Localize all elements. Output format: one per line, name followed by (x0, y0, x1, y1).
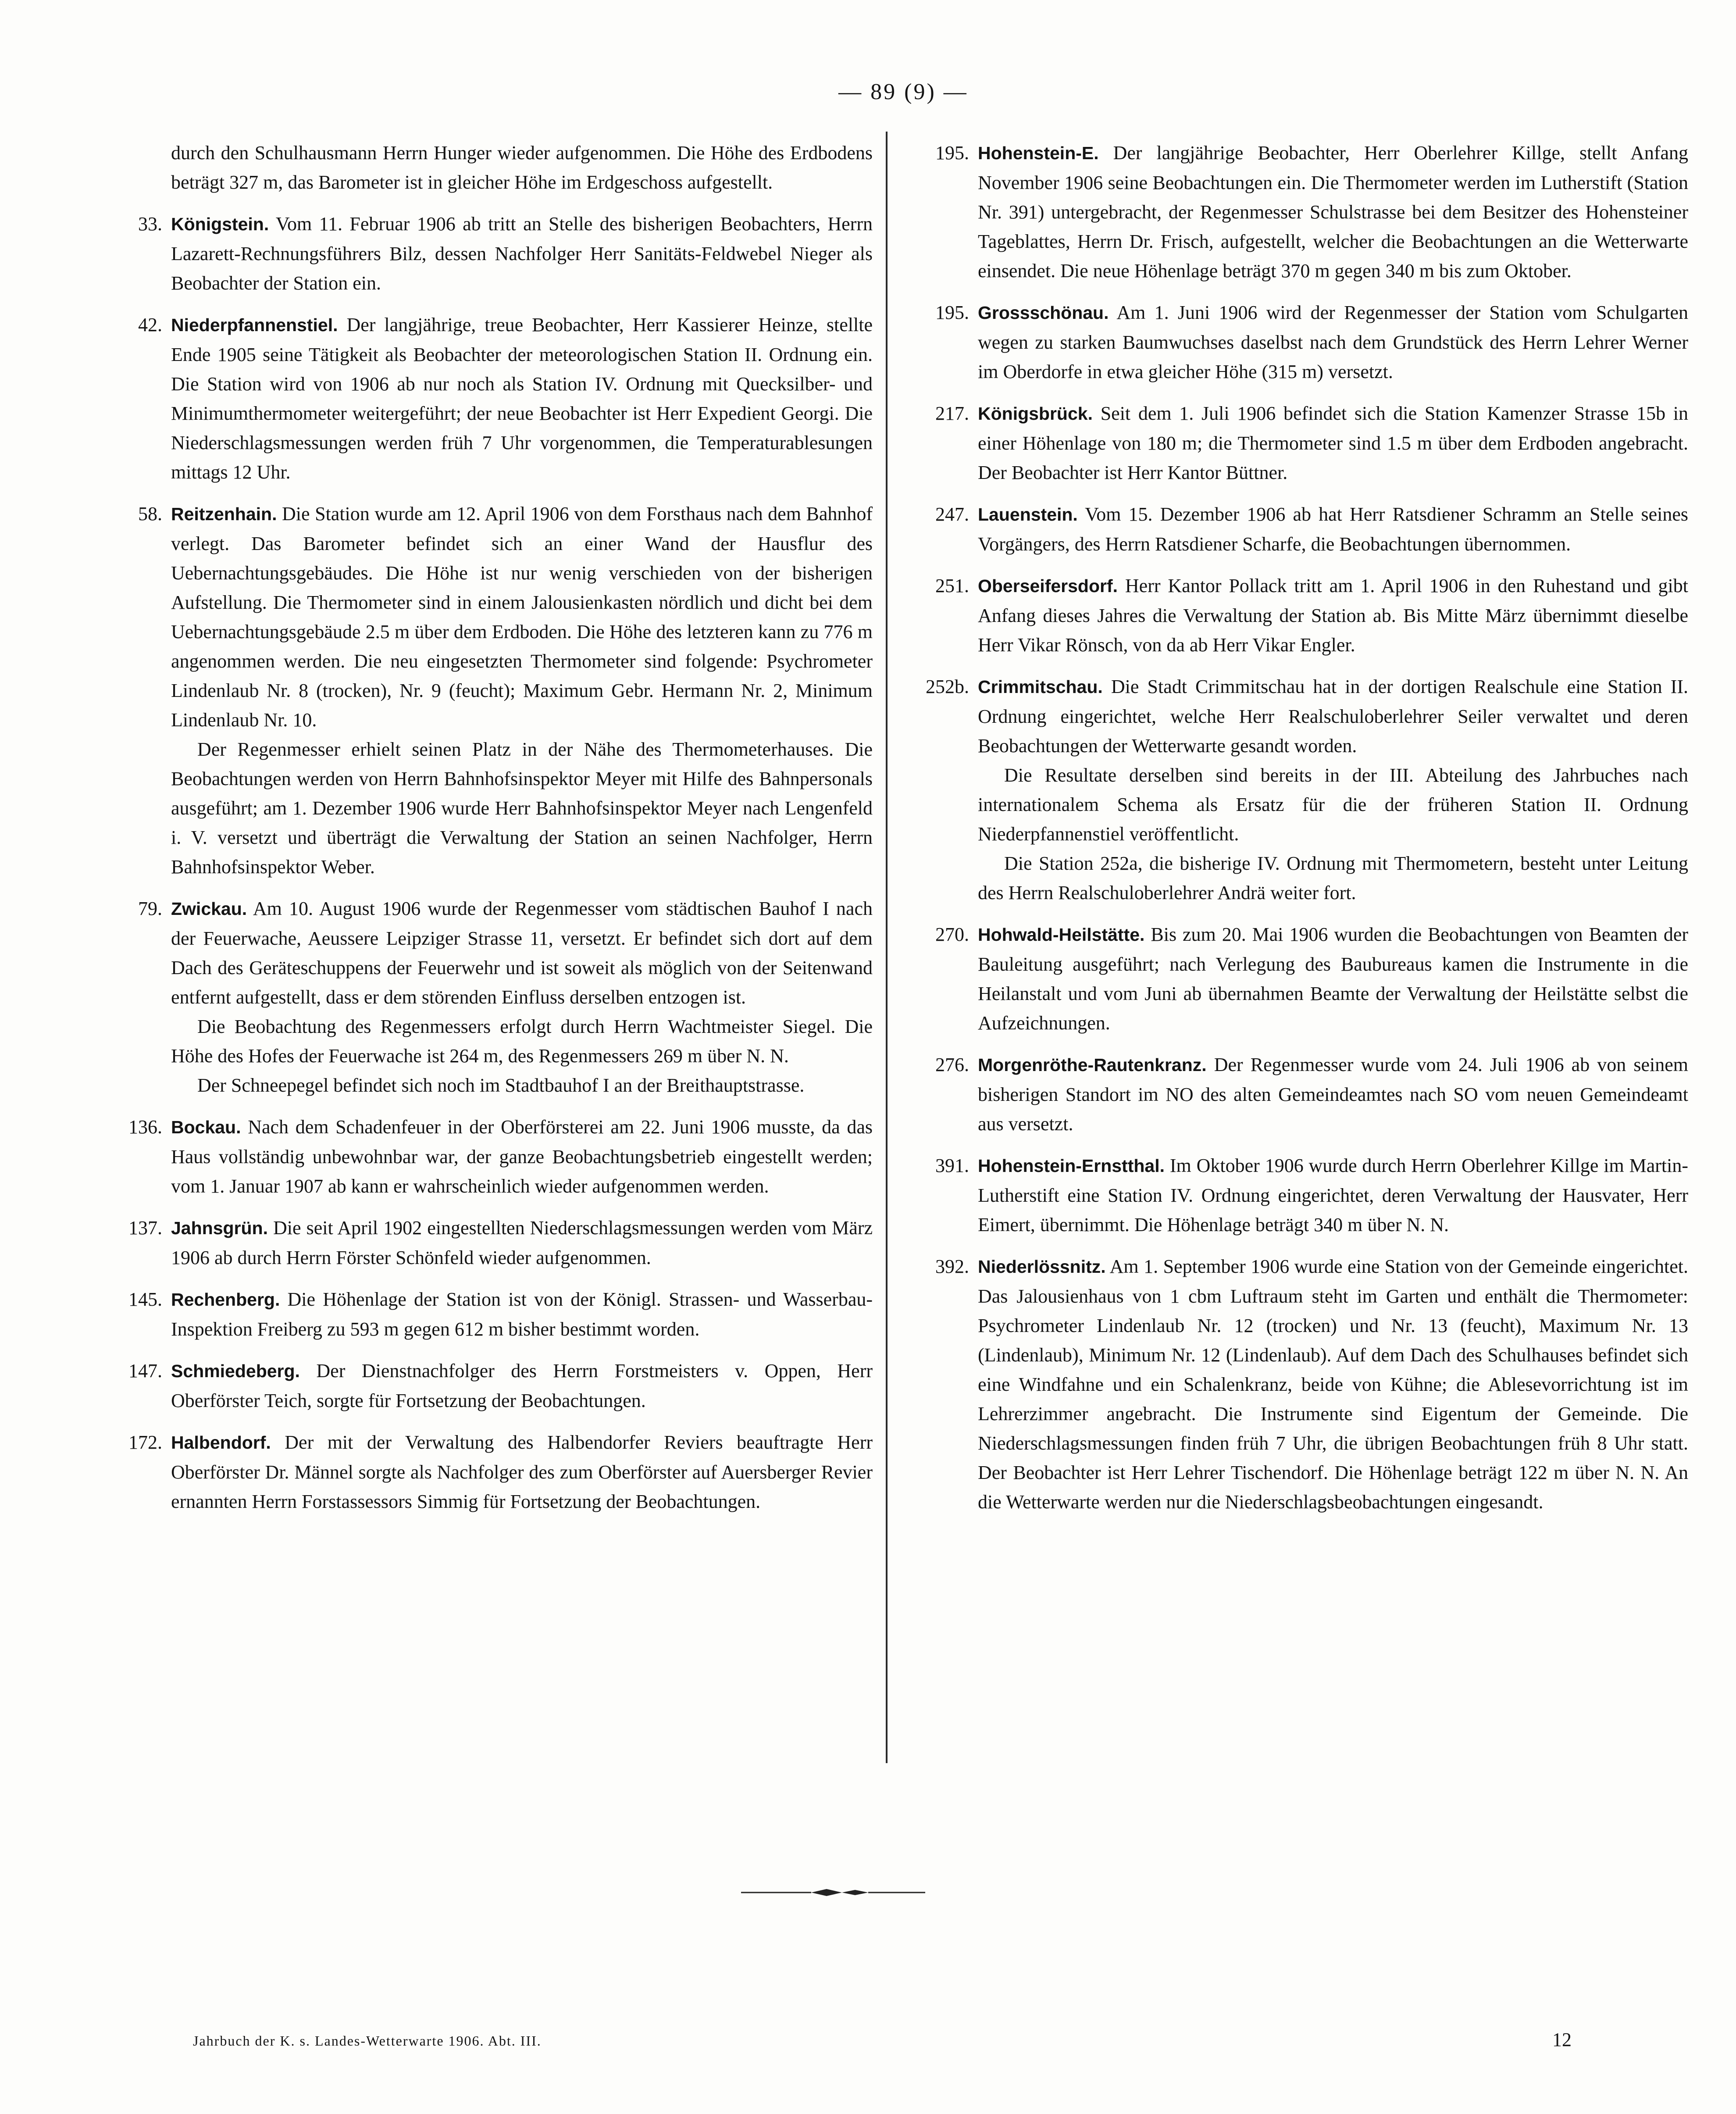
station-body (978, 399, 1688, 487)
station-name: Bockau. (171, 1117, 241, 1137)
station-name: Hohenstein-Ernstthal. (978, 1156, 1165, 1176)
paragraph-text: Die Höhenlage der Station ist von der Königl. Strassen- und Wasserbau-Inspektion Freiberg zu 593 m gegen 612 m bisher bestimmt worden. (171, 1289, 873, 1340)
station-name: Niederpfannenstiel. (171, 315, 338, 335)
entry-paragraph (171, 499, 873, 735)
entry-paragraph (978, 1252, 1688, 1517)
station-entry (908, 138, 1688, 286)
station-entry (101, 894, 873, 1100)
station-body (978, 571, 1688, 660)
station-number: 270. (935, 924, 969, 945)
station-body (978, 1151, 1688, 1239)
station-body (978, 138, 1688, 286)
section-end-ornament (741, 1886, 925, 1899)
station-entry (101, 1428, 873, 1516)
paragraph-text: Die Beobachtung des Regenmessers erfolgt durch Herrn Wachtmeister Siegel. Die Höhe des Hofes der Feuerwache ist 264 m, des Regenmessers 269 m über N. N. (171, 1016, 873, 1067)
station-name: Schmiedeberg. (171, 1361, 300, 1381)
station-body (171, 894, 873, 1100)
entry-paragraph (978, 399, 1688, 487)
station-body (171, 209, 873, 298)
station-number (101, 138, 171, 197)
station-body (171, 1112, 873, 1201)
station-entry (908, 500, 1688, 559)
station-name: Jahnsgrün. (171, 1218, 268, 1238)
station-entry (101, 1356, 873, 1415)
station-name: Königsbrück. (978, 404, 1093, 424)
station-name: Rechenberg. (171, 1289, 280, 1310)
paragraph-text: Die seit April 1902 eingestellten Niederschlagsmessungen werden vom März 1906 ab durch Herrn Förster Schönfeld wieder aufgenommen. (171, 1217, 873, 1268)
paragraph-text: Der Regenmesser erhielt seinen Platz in der Nähe des Thermometerhauses. Die Beobachtungen werden von Herrn Bahnhofsinspektor Meyer mit Hilfe des Bahnpersonals ausgeführt; am 1. Dezember 1906 wurde Herr Bahnhofsinspektor Meyer nach Lengenfeld i. V. versetzt und überträgt die Verwaltung der Station an seinen Nachfolger, Herrn Bahnhofsinspektor Weber. (171, 739, 873, 878)
station-entry (101, 310, 873, 487)
station-number: 137. (128, 1217, 162, 1239)
entry-paragraph (978, 849, 1688, 907)
station-name: Halbendorf. (171, 1432, 271, 1453)
station-name: Königstein. (171, 214, 269, 234)
paragraph-text: Der Dienstnachfolger des Herrn Forstmeisters v. Oppen, Herr Oberförster Teich, sorgte für Fortsetzung der Beobachtungen. (171, 1360, 873, 1411)
station-number: 251. (935, 575, 969, 596)
paragraph-text: Die Stadt Crimmitschau hat in der dortigen Realschule eine Station II. Ordnung eingerichtet, welche Herr Realschuloberlehrer Seiler verwaltet und deren Beobachtungen der Wetterwarte gesandt worden. (978, 676, 1689, 757)
station-entry (101, 1285, 873, 1344)
station-entry (908, 920, 1688, 1038)
paragraph-text: Nach dem Schadenfeuer in der Oberförsterei am 22. Juni 1906 musste, da das Haus vollständig unbewohnbar war, der ganze Beobachtungsbetrieb eingestellt werden; vom 1. Januar 1907 ab kann er wahrscheinlich wieder aufgenommen werden. (171, 1116, 873, 1197)
station-name: Hohenstein-E. (978, 143, 1099, 163)
entry-paragraph (978, 920, 1688, 1038)
station-body (978, 500, 1688, 559)
paragraph-text: Der langjährige Beobachter, Herr Oberlehrer Killge, stellt Anfang November 1906 seine Beobachtungen ein. Die Thermometer werden im Lutherstift (Station Nr. 391) untergebracht, der Regenmesser Schulstrasse bei dem Besitzer des Hohensteiner Tageblattes, Herrn Dr. Frisch, aufgestellt, welcher die Beobachtungen an die Wetterwarte einsendet. Die neue Höhenlage beträgt 370 m gegen 340 m bis zum Oktober. (978, 142, 1688, 282)
paragraph-text: Herr Kantor Pollack tritt am 1. April 1906 in den Ruhestand und gibt Anfang dieses Jahres die Verwaltung der Station ab. Bis Mitte März übernimmt dieselbe Herr Vikar Rönsch, von da ab Herr Vikar Engler. (978, 575, 1689, 656)
station-body (978, 298, 1688, 386)
station-number: 145. (128, 1289, 162, 1310)
paragraph-text: Die Station 252a, die bisherige IV. Ordnung mit Thermometern, besteht unter Leitung des Herrn Realschuloberlehrer Andrä weiter fort. (978, 853, 1688, 903)
paragraph-text: Der Schneepegel befindet sich noch im Stadtbauhof I an der Breithauptstrasse. (197, 1075, 805, 1096)
entry-paragraph (978, 1050, 1688, 1139)
station-number: 172. (128, 1432, 162, 1453)
entry-paragraph (171, 1428, 873, 1516)
footer-page-number: 12 (1552, 2029, 1572, 2050)
entry-paragraph (171, 894, 873, 1012)
station-entry (101, 1213, 873, 1272)
station-body (171, 1285, 873, 1344)
entry-paragraph (171, 1012, 873, 1071)
station-name: Oberseifersdorf. (978, 576, 1118, 596)
right-column (908, 138, 1688, 1529)
station-entry (908, 1050, 1688, 1139)
station-number: 195. (935, 142, 969, 164)
station-name: Hohwald-Heilstätte. (978, 925, 1145, 945)
station-body (978, 1252, 1688, 1517)
station-name: Niederlössnitz. (978, 1257, 1106, 1277)
entry-paragraph (171, 310, 873, 487)
paragraph-text: Am 1. Juni 1906 wird der Regenmesser der Station vom Schulgarten wegen zu starken Baumwuchses daselbst nach dem Grundstück des Herrn Lehrer Werner im Oberdorfe in etwa gleicher Höhe (315 m) versetzt. (978, 302, 1688, 382)
station-body (171, 1428, 873, 1516)
station-name: Reitzenhain. (171, 504, 277, 524)
station-entry (101, 499, 873, 882)
station-body (978, 1050, 1688, 1139)
station-number: 252b. (926, 676, 969, 697)
station-body (978, 920, 1688, 1038)
entry-paragraph (978, 500, 1688, 559)
station-entry (908, 399, 1688, 487)
station-number: 391. (935, 1155, 969, 1176)
station-name: Zwickau. (171, 899, 247, 919)
station-entry (908, 672, 1688, 907)
entry-paragraph (978, 761, 1688, 849)
station-entry (101, 138, 873, 197)
entry-paragraph (978, 138, 1688, 286)
paragraph-text: Die Station wurde am 12. April 1906 von dem Forsthaus nach dem Bahnhof verlegt. Das Barometer befindet sich an einer Wand der Hausflur des Uebernachtungsgebäudes. Die Höhe ist nur wenig verschieden von der bisherigen Aufstellung. Die Thermometer sind in einem Jalousienkasten nördlich und dicht bei dem Uebernachtungsgebäude 2.5 m über dem Erdboden. Die Höhe des letzteren kann zu 776 m angenommen werden. Die neu eingesetzten Thermometer sind folgende: Psychrometer Lindenlaub Nr. 8 (trocken), Nr. 9 (feucht); Maximum Gebr. Hermann Nr. 2, Minimum Lindenlaub Nr. 10. (171, 503, 873, 731)
paragraph-text: Der langjährige, treue Beobachter, Herr Kassierer Heinze, stellte Ende 1905 seine Tätigkeit als Beobachter der meteorologischen Station II. Ordnung ein. Die Station wird von 1906 ab nur noch als Station IV. Ordnung mit Quecksilber- und Minimumthermometer weitergeführt; der neue Beobachter ist Herr Expedient Georgi. Die Niederschlagsmessungen werden früh 7 Uhr vorgenommen, die Temperaturablesungen mittags 12 Uhr. (171, 314, 873, 483)
paragraph-text: Der mit der Verwaltung des Halbendorfer Reviers beauftragte Herr Oberförster Dr. Männel sorgte als Nachfolger des zum Oberförster auf Auersberger Revier ernannten Herrn Forstassessors Simmig für Fortsetzung der Beobachtungen. (171, 1432, 873, 1512)
entry-paragraph (171, 1071, 873, 1100)
entry-paragraph (171, 735, 873, 882)
station-number: 136. (128, 1116, 162, 1138)
entry-paragraph (171, 1112, 873, 1201)
left-column (101, 138, 873, 1528)
entry-paragraph (978, 672, 1688, 761)
station-number: 247. (935, 504, 969, 525)
station-body (171, 310, 873, 487)
paragraph-text: Seit dem 1. Juli 1906 befindet sich die Station Kamenzer Strasse 15b in einer Höhenlage von 180 m; die Thermometer sind 1.5 m über dem Erdboden angebracht. Der Beobachter ist Herr Kantor Büttner. (978, 403, 1688, 483)
paragraph-text: Im Oktober 1906 wurde durch Herrn Oberlehrer Killge im Martin-Lutherstift eine Station IV. Ordnung eingerichtet, deren Verwaltung der Hausvater, Herr Eimert, übernimmt. Die Höhenlage beträgt 340 m über N. N. (978, 1155, 1689, 1236)
station-body (978, 672, 1688, 907)
entry-paragraph (978, 571, 1688, 660)
footer-publication: Jahrbuch der K. s. Landes-Wetterwarte 1906. Abt. III. (193, 2033, 542, 2049)
station-name: Lauenstein. (978, 504, 1078, 525)
entry-paragraph (171, 209, 873, 298)
entry-paragraph (978, 298, 1688, 386)
station-number: 276. (935, 1054, 969, 1075)
station-number: 58. (138, 503, 162, 525)
paragraph-text: Der Regenmesser wurde vom 24. Juli 1906 ab von seinem bisherigen Standort im NO des alten Gemeindeamtes nach SO vom neuen Gemeindeamt aus versetzt. (978, 1054, 1688, 1135)
station-entry (908, 1252, 1688, 1517)
station-body (171, 1356, 873, 1415)
station-body (171, 499, 873, 882)
station-body (171, 138, 873, 197)
station-number: 217. (935, 403, 969, 424)
paragraph-text: Am 1. September 1906 wurde eine Station von der Gemeinde eingerichtet. Das Jalousienhaus von 1 cbm Luftraum steht im Garten und enthält die Thermometer: Psychrometer Lindenlaub Nr. 12 (trocken) und Nr. 13 (feucht), Maximum Nr. 13 (Lindenlaub), Minimum Nr. 12 (Lindenlaub). Auf dem Dach des Schulhauses befindet sich eine Windfahne und ein Schalenkranz, beide von Kühne; die Ablesevorrichtung ist im Lehrerzimmer angebracht. Die Instrumente sind Eigentum der Gemeinde. Die Niederschlagsmessungen finden früh 7 Uhr, die übrigen Beobachtungen früh 8 Uhr statt. Der Beobachter ist Herr Lehrer Tischendorf. Die Höhenlage beträgt 122 m über N. N. An die Wetterwarte werden nur die Niederschlagsbeobachtungen eingesandt. (978, 1256, 1688, 1513)
station-entry (908, 1151, 1688, 1239)
column-divider (886, 132, 888, 1763)
station-number: 33. (138, 213, 162, 235)
station-body (171, 1213, 873, 1272)
station-entry (101, 209, 873, 298)
paragraph-text: durch den Schulhausmann Herrn Hunger wieder aufgenommen. Die Höhe des Erdbodens beträgt 327 m, das Barometer ist in gleicher Höhe im Erdgeschoss aufgestellt. (171, 142, 873, 193)
station-number: 392. (935, 1256, 969, 1277)
paragraph-text: Vom 11. Februar 1906 ab tritt an Stelle des bisherigen Beobachters, Herrn Lazarett-Rechnungsführers Bilz, dessen Nachfolger Herr Sanitäts-Feldwebel Nieger als Beobachter der Station ein. (171, 213, 873, 294)
station-number: 42. (138, 314, 162, 336)
station-name: Grossschönau. (978, 303, 1109, 323)
entry-paragraph (978, 1151, 1688, 1239)
paragraph-text: Vom 15. Dezember 1906 ab hat Herr Ratsdiener Schramm an Stelle seines Vorgängers, des Herrn Ratsdiener Scharfe, die Beobachtungen übernommen. (978, 504, 1688, 555)
station-number: 195. (935, 302, 969, 323)
entry-paragraph (171, 1285, 873, 1344)
station-name: Crimmitschau. (978, 677, 1103, 697)
entry-paragraph (171, 1213, 873, 1272)
paragraph-text: Die Resultate derselben sind bereits in der III. Abteilung des Jahrbuches nach internationalem Schema als Ersatz für die der früheren Station II. Ordnung Niederpfannenstiel veröffentlicht. (978, 764, 1688, 845)
station-number: 79. (138, 898, 162, 919)
paragraph-text: Am 10. August 1906 wurde der Regenmesser vom städtischen Bauhof I nach der Feuerwache, Aeussere Leipziger Strasse 11, versetzt. Er befindet sich dort auf dem Dach des Geräteschuppens der Feuerwehr und ist soweit als möglich von der Seitenwand entfernt aufgestellt, dass er dem störenden Einfluss derselben entzogen ist. (171, 898, 873, 1008)
station-entry (101, 1112, 873, 1201)
page-number-header: — 89 (9) — (838, 79, 968, 104)
station-number: 147. (128, 1360, 162, 1382)
station-name: Morgenröthe-Rautenkranz. (978, 1055, 1207, 1075)
station-entry (908, 571, 1688, 660)
station-entry (908, 298, 1688, 386)
paragraph-text: Bis zum 20. Mai 1906 wurden die Beobachtungen von Beamten der Bauleitung ausgeführt; nach Verlegung des Baubureaus kamen die Instrumente in die Heilanstalt und vom Juni ab übernahmen Beamte der Verwaltung der Heilstätte selbst die Aufzeichnungen. (978, 924, 1689, 1034)
entry-paragraph (171, 138, 873, 197)
entry-paragraph (171, 1356, 873, 1415)
